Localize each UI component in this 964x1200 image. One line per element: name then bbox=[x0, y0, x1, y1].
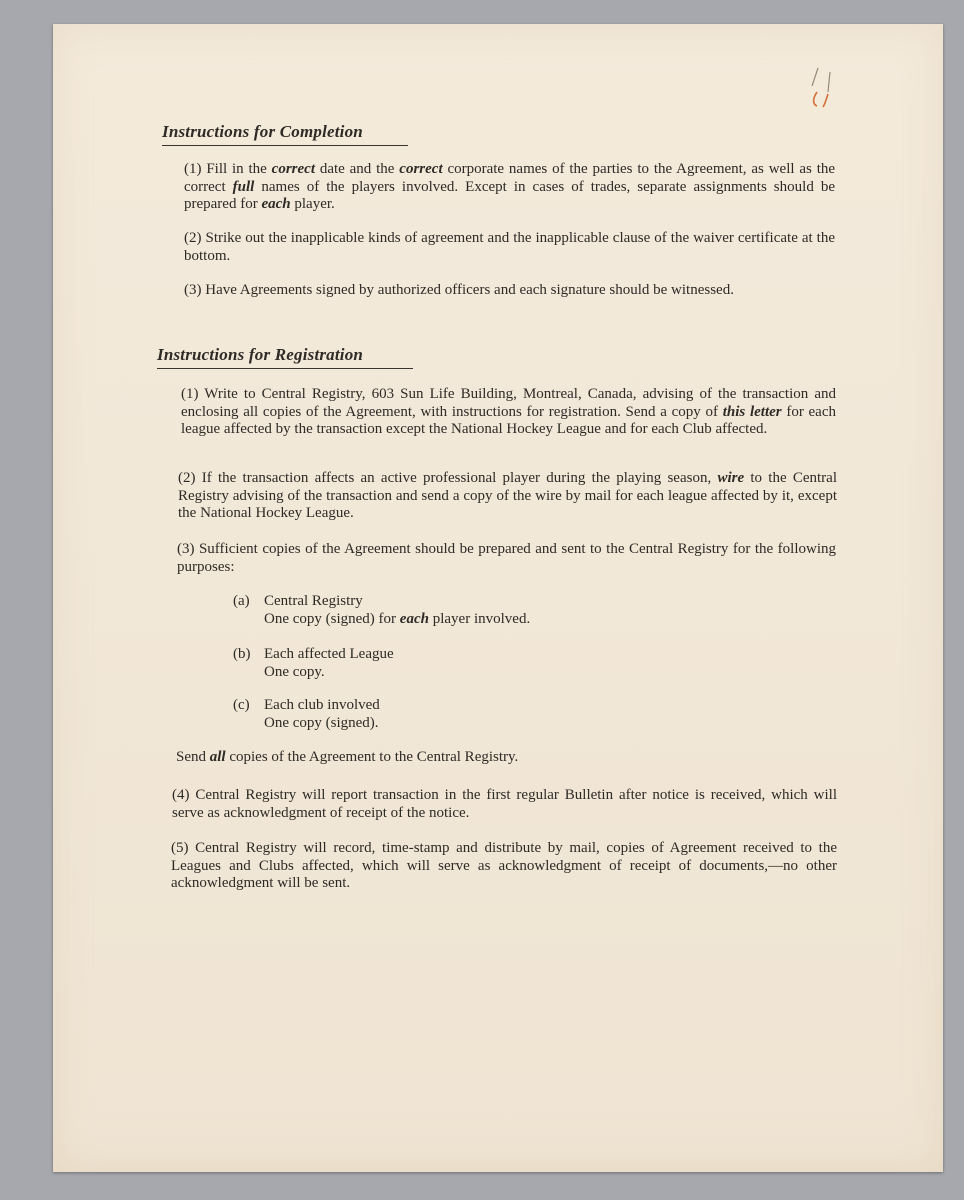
registration-paragraph-5: (5) Central Registry will record, time-stamp and distribute by mail, copies of Agreement received to the Leagues and Clubs affected, which will serve as acknowledgment of receipt of documents,—no other acknowledgment will be sent. bbox=[171, 840, 837, 891]
completion-paragraph-1: (1) Fill in the correct date and the correct corporate names of the parties to the Agreement, as well as the correct full names of the players involved. Except in cases of trades, separate assignments should be prepared for each player. bbox=[184, 161, 836, 212]
registration-paragraph-3: (3) Sufficient copies of the Agreement should be prepared and sent to the Central Registry for the following purposes: bbox=[177, 541, 836, 575]
purpose-item-detail: One copy. bbox=[264, 664, 325, 680]
completion-paragraph-2: (2) Strike out the inapplicable kinds of agreement and the inapplicable clause of the waiver certificate at the bottom. bbox=[184, 230, 835, 264]
purpose-item-letter: (c) bbox=[233, 697, 250, 713]
handwritten-pencil-mark bbox=[808, 64, 838, 108]
purpose-item-title: Each affected League bbox=[264, 646, 394, 662]
completion-heading: Instructions for Completion bbox=[162, 122, 408, 146]
send-all-copies-note: Send all copies of the Agreement to the Central Registry. bbox=[176, 749, 519, 765]
completion-paragraph-3: (3) Have Agreements signed by authorized officers and each signature should be witnessed. bbox=[184, 282, 734, 298]
purpose-item-title: Each club involved bbox=[264, 697, 380, 713]
purpose-item-letter: (a) bbox=[233, 593, 250, 609]
purpose-item-detail: One copy (signed). bbox=[264, 715, 379, 731]
purpose-item-title: Central Registry bbox=[264, 593, 363, 609]
registration-heading: Instructions for Registration bbox=[157, 345, 413, 369]
registration-paragraph-1: (1) Write to Central Registry, 603 Sun Life Building, Montreal, Canada, advising of the transaction and enclosing all copies of the Agreement, with instructions for registration. Send a copy of this letter for each league affected by the transaction except the National Hockey League and for each Club affected. bbox=[181, 386, 837, 437]
registration-paragraph-2: (2) If the transaction affects an active professional player during the playing season, wire to the Central Registry advising of the transaction and send a copy of the wire by mail for each league affected by it, except the National Hockey League. bbox=[178, 470, 837, 521]
purpose-item-letter: (b) bbox=[233, 646, 251, 662]
registration-paragraph-4: (4) Central Registry will report transaction in the first regular Bulletin after notice is received, which will serve as acknowledgment of receipt of the notice. bbox=[172, 787, 837, 821]
purpose-item-detail: One copy (signed) for each player involved. bbox=[264, 611, 531, 627]
